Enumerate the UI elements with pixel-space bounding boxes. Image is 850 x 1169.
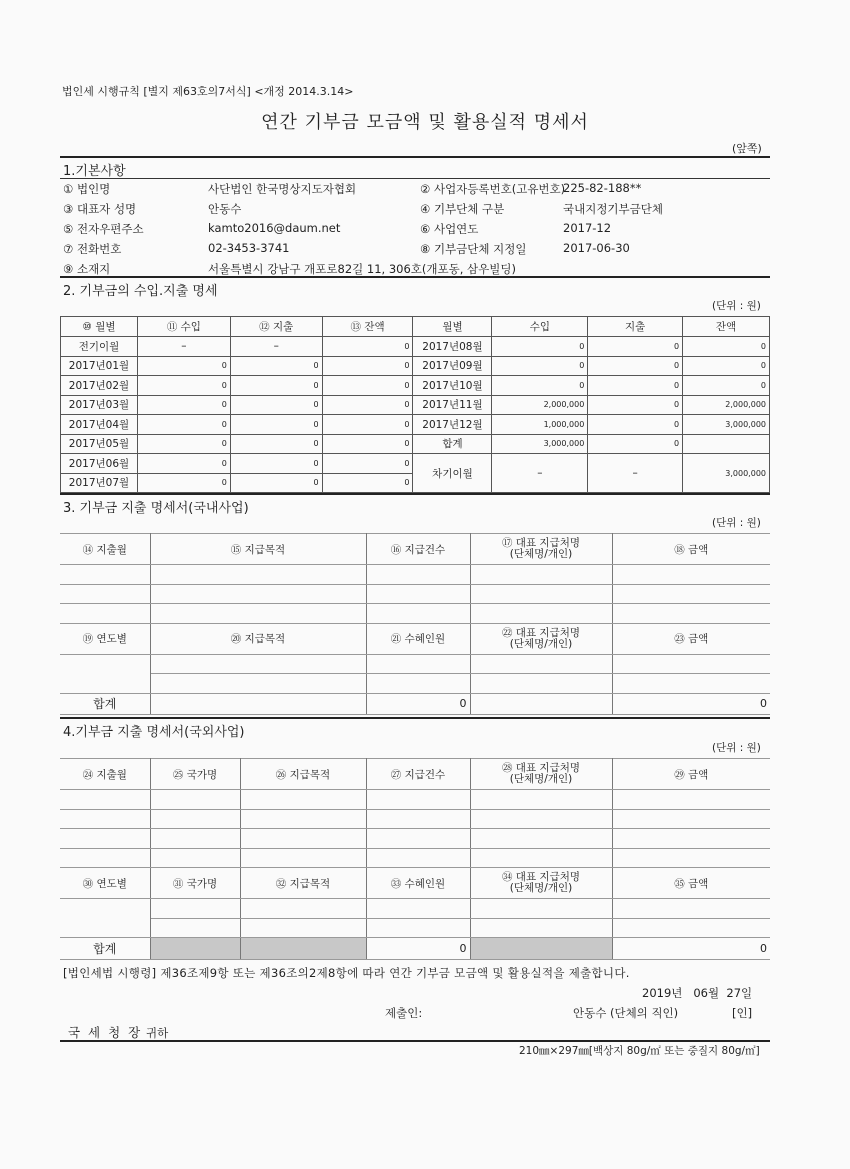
col-expense-month: ⑭ 지출월 bbox=[60, 534, 150, 565]
value-corp-name: 사단법인 한국명상지도자협회 bbox=[208, 182, 357, 196]
cell-income: 0 bbox=[137, 473, 230, 493]
cell-month-2: 2017년12월 bbox=[413, 415, 492, 435]
section4-heading: 4.기부금 지출 명세서(국외사업) bbox=[63, 725, 245, 740]
overseas-expense-table bbox=[60, 758, 770, 960]
col-balance-2: 잔액 bbox=[683, 317, 770, 337]
label-corp-name: ① 법인명 bbox=[63, 182, 111, 196]
col-purpose: ⑮ 지급목적 bbox=[150, 534, 366, 565]
cell-total-income: 3,000,000 bbox=[492, 434, 588, 454]
col-month-2: 월별 bbox=[413, 317, 492, 337]
cell-expense: 0 bbox=[230, 376, 322, 396]
table-row bbox=[60, 654, 770, 674]
col-count: ⑯ 지급건수 bbox=[366, 534, 470, 565]
col-amount-2: ㉓ 금액 bbox=[612, 623, 770, 654]
total-label: 합계 bbox=[60, 693, 150, 714]
label-phone: ⑦ 전화번호 bbox=[63, 242, 122, 256]
cell-balance: 0 bbox=[322, 415, 413, 435]
cell-month-2: 2017년11월 bbox=[413, 395, 492, 415]
recipient-line2: (단체명/개인) bbox=[509, 548, 573, 560]
recipient-suffix: 귀하 bbox=[146, 1026, 169, 1040]
cell-income-2: 0 bbox=[492, 376, 588, 396]
cell-total-expense: 0 bbox=[588, 434, 683, 454]
page-title: 연간 기부금 모금액 및 활용실적 명세서 bbox=[261, 112, 589, 133]
section3-unit: (단위 : 원) bbox=[712, 517, 761, 529]
total-row bbox=[60, 938, 770, 960]
col-income-2: 수입 bbox=[492, 317, 588, 337]
table-row bbox=[60, 829, 770, 849]
label-designation-date: ⑧ 기부금단체 지정일 bbox=[420, 242, 527, 256]
recipient-office: 국 세 청 장 bbox=[68, 1025, 143, 1040]
recipient-line1: ㉒ 대표 지급처명 bbox=[501, 626, 581, 639]
table-row bbox=[61, 415, 770, 435]
label-email: ⑤ 전자우편주소 bbox=[63, 222, 144, 236]
table-row bbox=[60, 918, 770, 938]
table-row bbox=[61, 395, 770, 415]
cell-expense-2: 0 bbox=[588, 337, 683, 357]
cell-income: 0 bbox=[137, 376, 230, 396]
recipient-line2: (단체명/개인) bbox=[509, 882, 573, 894]
section1-heading: 1.기본사항 bbox=[63, 164, 126, 179]
cell-month-2: 2017년10월 bbox=[413, 376, 492, 396]
cell-month: 2017년01월 bbox=[61, 356, 138, 376]
col-month: ⑩ 월별 bbox=[61, 317, 138, 337]
table-row bbox=[61, 434, 770, 454]
col-country-2: ㉛ 국가명 bbox=[150, 868, 240, 899]
submission-statement: [법인세법 시행령] 제36조제9항 또는 제36조의2제8항에 따라 연간 기부금 모금액 및 활용실적을 제출합니다. bbox=[63, 966, 630, 980]
col-beneficiaries: ㉝ 수혜인원 bbox=[366, 868, 470, 899]
cell-income: 0 bbox=[137, 434, 230, 454]
submitter-label: 제출인: bbox=[385, 1006, 423, 1020]
shaded-cell bbox=[150, 938, 240, 960]
cell-expense: 0 bbox=[230, 454, 322, 474]
label-org-type: ④ 기부단체 구분 bbox=[420, 202, 505, 216]
total-row bbox=[60, 693, 770, 714]
section2-unit: (단위 : 원) bbox=[712, 300, 761, 312]
cell-expense-2: 0 bbox=[588, 376, 683, 396]
cell-month: 2017년04월 bbox=[61, 415, 138, 435]
cell-income-2: 1,000,000 bbox=[492, 415, 588, 435]
cell-expense-2: 0 bbox=[588, 356, 683, 376]
col-amount-2: ㉟ 금액 bbox=[612, 868, 770, 899]
value-org-type: 국내지정기부금단체 bbox=[563, 202, 663, 216]
income-expense-table bbox=[60, 316, 770, 493]
cell-carry-income: – bbox=[492, 454, 588, 493]
recipient-line2: (단체명/개인) bbox=[509, 773, 573, 785]
table-row bbox=[60, 604, 770, 624]
table-row bbox=[61, 454, 770, 474]
cell-month: 2017년06월 bbox=[61, 454, 138, 474]
col-amount: ㉙ 금액 bbox=[612, 759, 770, 790]
col-recipient-2 bbox=[470, 623, 612, 654]
label-fiscal-year: ⑥ 사업연도 bbox=[420, 222, 479, 236]
cell-balance: 0 bbox=[322, 356, 413, 376]
cell-balance: 0 bbox=[322, 473, 413, 493]
col-income: ⑪ 수입 bbox=[137, 317, 230, 337]
domestic-expense-table bbox=[60, 533, 770, 715]
label-representative: ③ 대표자 성명 bbox=[63, 202, 137, 216]
cell-expense-2: 0 bbox=[588, 415, 683, 435]
cell-balance: 0 bbox=[322, 337, 413, 357]
value-designation-date: 2017-06-30 bbox=[563, 241, 630, 255]
paper-spec: 210㎜×297㎜[백상지 80g/㎡ 또는 중질지 80g/㎡] bbox=[519, 1045, 760, 1057]
value-phone: 02-3453-3741 bbox=[208, 241, 290, 255]
col-expense-month: ㉔ 지출월 bbox=[60, 759, 150, 790]
seal-mark: [인] bbox=[732, 1006, 753, 1020]
recipient-line1: ㉘ 대표 지급처명 bbox=[501, 762, 581, 774]
col-purpose-2: ㉜ 지급목적 bbox=[240, 868, 366, 899]
recipient-line2: (단체명/개인) bbox=[509, 637, 573, 650]
cell-income: 0 bbox=[137, 454, 230, 474]
form-reference: 법인세 시행규칙 [별지 제63호의7서식] <개정 2014.3.14> bbox=[62, 85, 354, 98]
page-side: (앞쪽) bbox=[732, 142, 762, 155]
cell-month-2: 2017년09월 bbox=[413, 356, 492, 376]
cell-income: – bbox=[137, 337, 230, 357]
col-purpose: ㉖ 지급목적 bbox=[240, 759, 366, 790]
table-row bbox=[60, 584, 770, 604]
submitter-name: 안동수 (단체의 직인) bbox=[573, 1006, 679, 1020]
cell-balance: 0 bbox=[322, 376, 413, 396]
value-email: kamto2016@daum.net bbox=[208, 221, 341, 235]
cell-month: 2017년05월 bbox=[61, 434, 138, 454]
cell-balance-2: 2,000,000 bbox=[683, 395, 770, 415]
total-count: 0 bbox=[366, 938, 470, 960]
col-expense-2: 지출 bbox=[588, 317, 683, 337]
label-biz-number: ② 사업자등록번호(고유번호) bbox=[420, 182, 566, 196]
cell-income: 0 bbox=[137, 356, 230, 376]
col-amount: ⑱ 금액 bbox=[612, 534, 770, 565]
col-balance: ⑬ 잔액 bbox=[322, 317, 413, 337]
label-address: ⑨ 소재지 bbox=[63, 262, 111, 276]
total-count: 0 bbox=[366, 693, 470, 714]
cell-income-2: 0 bbox=[492, 356, 588, 376]
cell-month: 2017년07월 bbox=[61, 473, 138, 493]
table-row bbox=[60, 674, 770, 694]
section4-unit: (단위 : 원) bbox=[712, 742, 761, 754]
cell-balance: 0 bbox=[322, 434, 413, 454]
total-amount: 0 bbox=[612, 938, 770, 960]
cell-expense: 0 bbox=[230, 473, 322, 493]
recipient-line1: ㉞ 대표 지급처명 bbox=[501, 871, 581, 883]
table-row bbox=[61, 376, 770, 396]
cell-balance-2: 3,000,000 bbox=[683, 415, 770, 435]
cell-expense-2: 0 bbox=[588, 395, 683, 415]
cell-total-label: 합계 bbox=[413, 434, 492, 454]
col-country: ㉕ 국가명 bbox=[150, 759, 240, 790]
col-count: ㉗ 지급건수 bbox=[366, 759, 470, 790]
cell-balance: 0 bbox=[322, 454, 413, 474]
value-fiscal-year: 2017-12 bbox=[563, 221, 612, 235]
col-year: ㉚ 연도별 bbox=[60, 868, 150, 899]
col-expense: ⑫ 지출 bbox=[230, 317, 322, 337]
cell-expense: 0 bbox=[230, 395, 322, 415]
recipient-line1: ⑰ 대표 지급처명 bbox=[501, 537, 581, 549]
value-biz-number: 225-82-188** bbox=[563, 181, 642, 195]
col-recipient bbox=[470, 759, 612, 790]
col-purpose-2: ⑳ 지급목적 bbox=[150, 623, 366, 654]
table-row bbox=[61, 337, 770, 357]
table-row bbox=[60, 790, 770, 810]
cell-carry-balance: 3,000,000 bbox=[683, 454, 770, 493]
table-row bbox=[60, 565, 770, 585]
cell-expense: – bbox=[230, 337, 322, 357]
cell-balance-2: 0 bbox=[683, 337, 770, 357]
cell-income-2: 2,000,000 bbox=[492, 395, 588, 415]
value-address: 서울특별시 강남구 개포로82길 11, 306호(개포동, 삼우빌딩) bbox=[208, 262, 516, 276]
section2-heading: 2. 기부금의 수입.지출 명세 bbox=[63, 284, 218, 299]
col-recipient-2 bbox=[470, 868, 612, 899]
shaded-cell bbox=[470, 938, 612, 960]
cell-month-2: 2017년08월 bbox=[413, 337, 492, 357]
cell-income-2: 0 bbox=[492, 337, 588, 357]
value-representative: 안동수 bbox=[208, 202, 242, 216]
cell-expense: 0 bbox=[230, 415, 322, 435]
table-row bbox=[60, 899, 770, 919]
table-row bbox=[60, 809, 770, 829]
cell-income: 0 bbox=[137, 395, 230, 415]
col-year: ⑲ 연도별 bbox=[60, 623, 150, 654]
cell-month: 2017년02월 bbox=[61, 376, 138, 396]
col-recipient bbox=[470, 534, 612, 565]
submission-date: 2019년 06월 27일 bbox=[642, 986, 753, 1000]
cell-expense: 0 bbox=[230, 434, 322, 454]
cell-carry-expense: – bbox=[588, 454, 683, 493]
cell-month: 2017년03월 bbox=[61, 395, 138, 415]
cell-carry-label: 차기이월 bbox=[413, 454, 492, 493]
total-amount: 0 bbox=[612, 693, 770, 714]
cell-expense: 0 bbox=[230, 356, 322, 376]
cell-income: 0 bbox=[137, 415, 230, 435]
table-row bbox=[61, 356, 770, 376]
cell-month: 전기이월 bbox=[61, 337, 138, 357]
total-label: 합계 bbox=[60, 938, 150, 960]
cell-balance-2: 0 bbox=[683, 356, 770, 376]
section3-heading: 3. 기부금 지출 명세서(국내사업) bbox=[63, 501, 249, 516]
shaded-cell bbox=[240, 938, 366, 960]
cell-total-balance bbox=[683, 434, 770, 454]
cell-balance: 0 bbox=[322, 395, 413, 415]
cell-balance-2: 0 bbox=[683, 376, 770, 396]
col-beneficiaries: ㉑ 수혜인원 bbox=[366, 623, 470, 654]
table-row bbox=[60, 848, 770, 868]
